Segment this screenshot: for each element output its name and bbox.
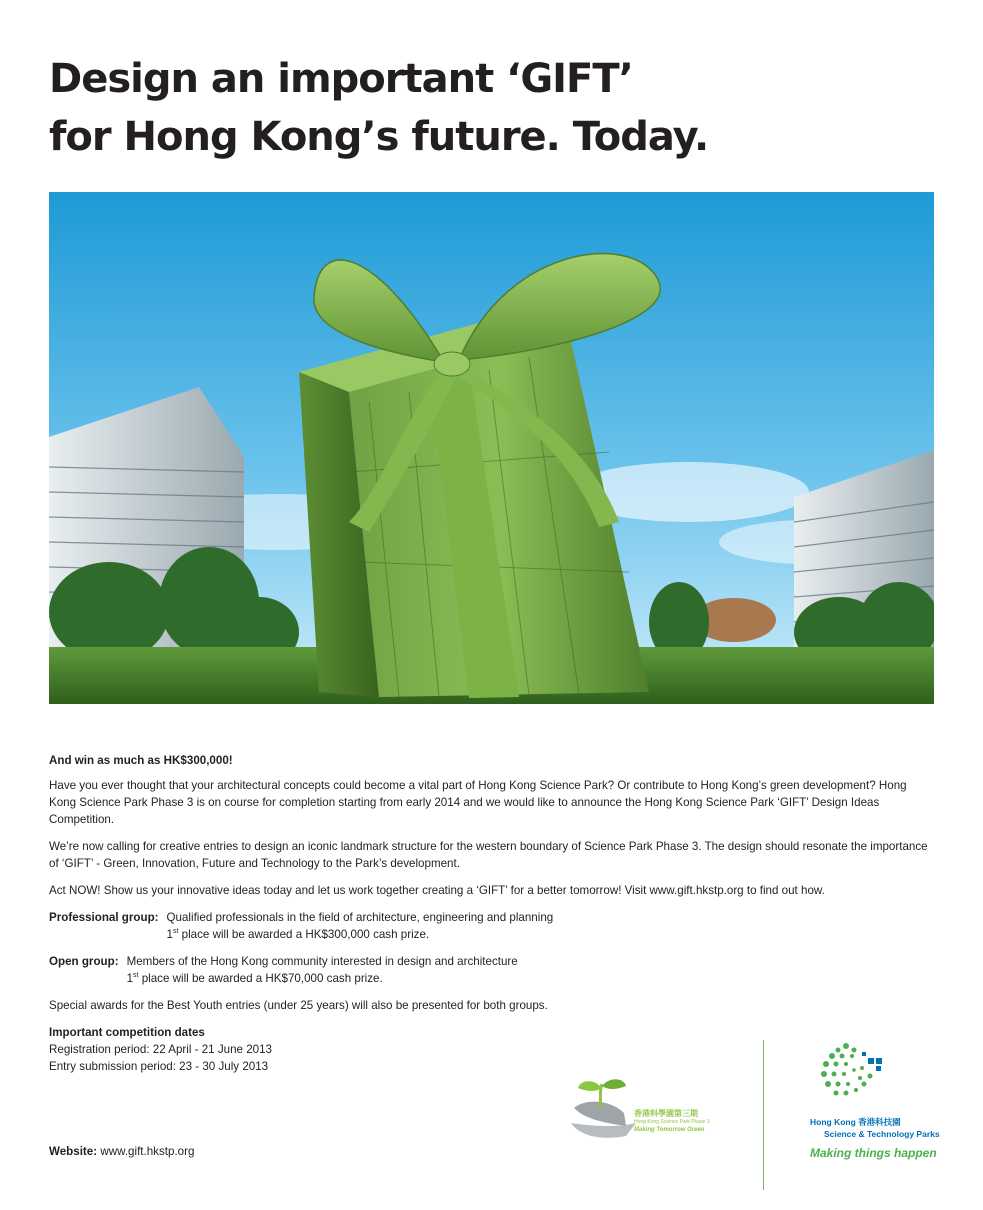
headline — [49, 50, 708, 166]
website-line — [49, 1145, 194, 1158]
hkstp-name-line2: Science & Technology Parks — [824, 1129, 940, 1139]
professional-prize-sup: st — [172, 928, 179, 936]
professional-group-details — [167, 909, 554, 943]
competition-dates — [49, 1024, 934, 1075]
open-prize-sup: st — [133, 972, 139, 980]
submission-period: Entry submission period: 23 - 30 July 2013 — [49, 1060, 269, 1073]
open-group-details — [127, 953, 518, 987]
open-prize-place: 1 — [126, 972, 134, 985]
prize-lead: And win as much as HK$300,000! — [49, 754, 233, 767]
open-group-desc: Members of the Hong Kong community interested in design and architecture — [126, 955, 518, 968]
phase3-subtitle: Hong Kong Science Park Phase 3 — [634, 1119, 710, 1125]
registration-period: Registration period: 22 April - 21 June 2013 — [49, 1043, 272, 1056]
headline-line-1: Design an important ‘GIFT’ — [49, 56, 633, 102]
special-awards: Special awards for the Best Youth entries (under 25 years) will also be presented for both groups. — [49, 999, 548, 1012]
website-link[interactable]: www.gift.hkstp.org — [100, 1145, 195, 1158]
hkstp-tagline: Making things happen — [810, 1146, 937, 1160]
website-label: Website: — [49, 1145, 98, 1158]
dates-title: Important competition dates — [49, 1026, 205, 1039]
headline-line-2: for Hong Kong’s future. Today. — [49, 114, 709, 160]
professional-group-prize — [167, 926, 554, 943]
professional-group-desc: Qualified professionals in the field of architecture, engineering and planning — [166, 911, 554, 924]
hero-image — [49, 192, 934, 704]
intro-paragraph: Have you ever thought that your architectural concepts could become a vital part of Hong Kong Science Park? Or contribute to Hong Kong’s green development? Hong Kong Science Park Phase 3 is on course for completion starting from early 2014 and we would like to announce the Hong Kong Science Park ‘GIFT’ Design Ideas Competition. — [49, 779, 907, 826]
professional-prize-place: 1 — [166, 928, 173, 941]
open-group — [49, 953, 934, 987]
open-prize-text: place will be awarded a HK$70,000 cash prize. — [138, 972, 383, 985]
logo-divider — [763, 1040, 764, 1190]
gift-sculpture-illustration — [49, 192, 934, 704]
phase3-tagline: Making Tomorrow Green — [634, 1127, 705, 1133]
professional-prize-text: place will be awarded a HK$300,000 cash prize. — [178, 928, 430, 941]
hkstp-dots-icon — [818, 1040, 888, 1102]
act-now-paragraph: Act NOW! Show us your innovative ideas today and let us work together creating a ‘GIFT’ for a better tomorrow! Visit www.gift.hkstp.org to find out how. — [49, 884, 825, 897]
professional-group — [49, 909, 934, 943]
call-paragraph: We’re now calling for creative entries to design an iconic landmark structure for the western boundary of Science Park Phase 3. The design should resonate the importance of ‘GIFT’ - Green, Innovation, Future and Technology to the Park’s development. — [49, 840, 928, 870]
body-copy — [49, 752, 934, 1075]
hkstp-name-line1: Hong Kong 香港科技園 — [810, 1117, 901, 1127]
open-group-prize — [127, 970, 518, 987]
phase3-title: 香港科學園第三期 — [634, 1109, 698, 1118]
open-group-label: Open group: — [49, 955, 119, 968]
professional-group-label: Professional group: — [49, 911, 159, 924]
